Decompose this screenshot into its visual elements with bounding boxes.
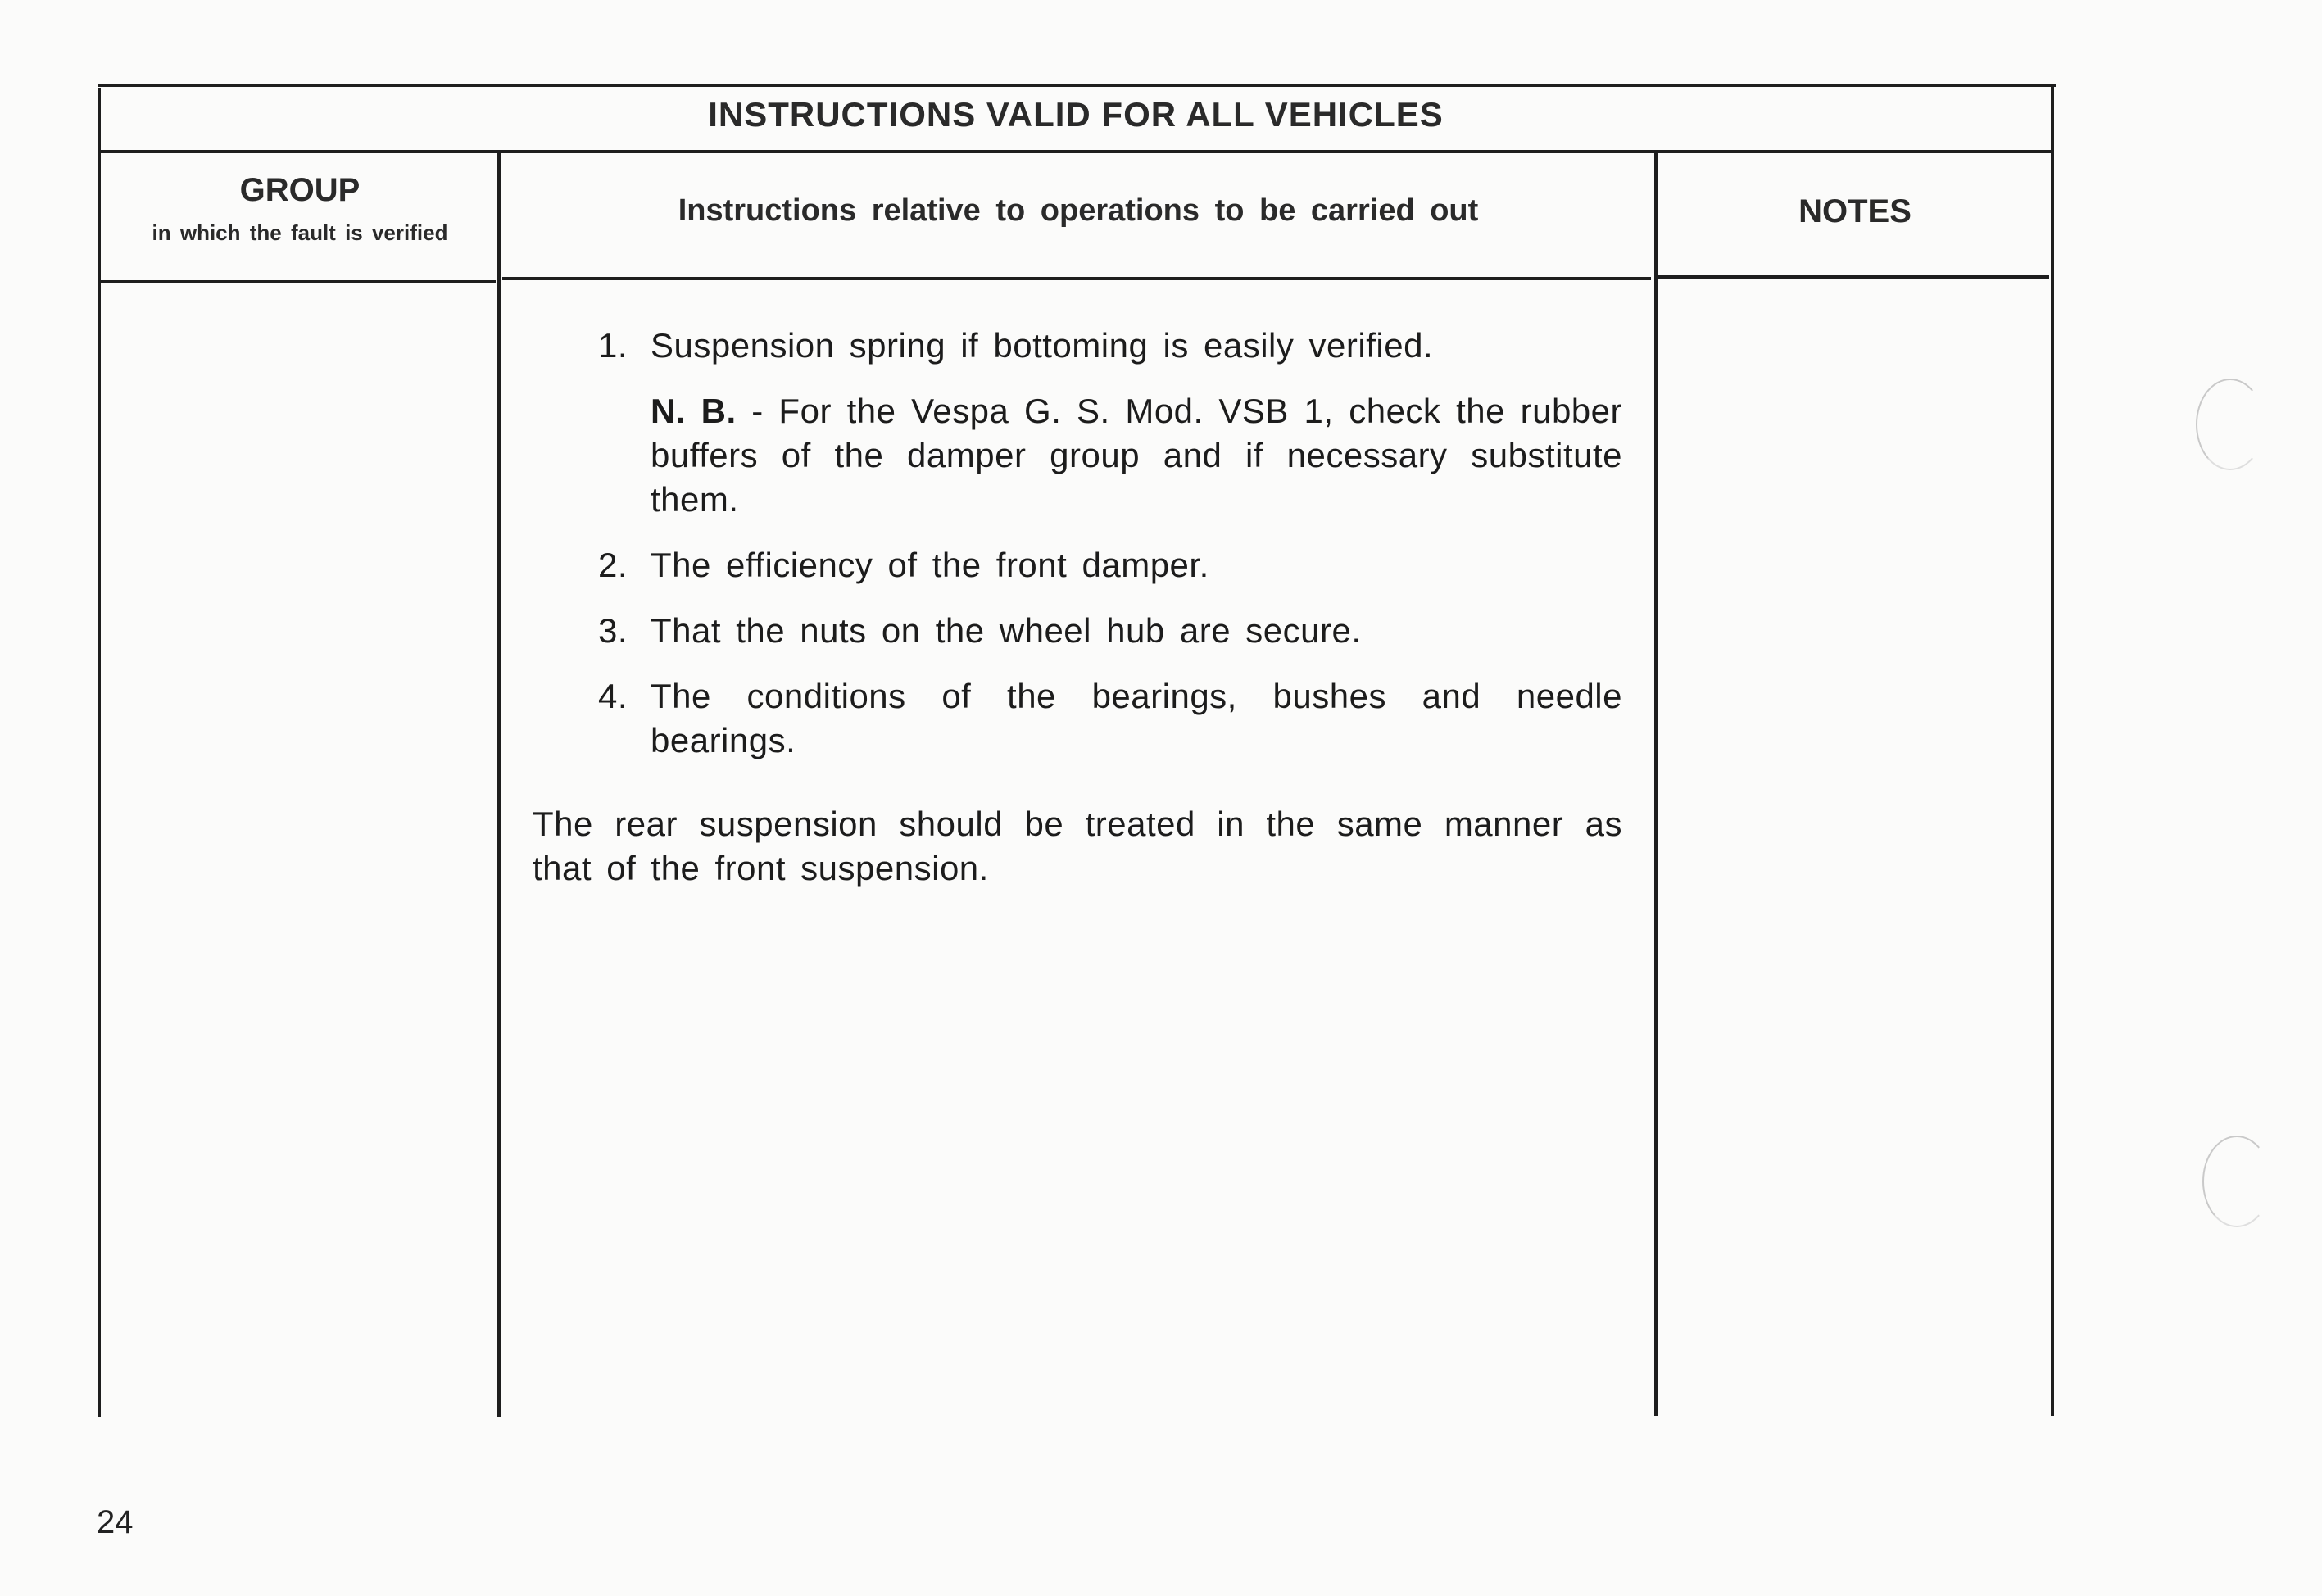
item-number: 1. <box>598 326 628 365</box>
punch-hole-mark <box>2202 1136 2271 1227</box>
notes-cell <box>1658 282 2051 1416</box>
column-header-group <box>101 172 499 246</box>
instruction-item <box>533 543 1622 587</box>
item-text: The efficiency of the front damper. <box>651 546 1209 584</box>
group-header-label: GROUP <box>239 172 361 208</box>
nota-bene-label: N. B. <box>651 392 737 430</box>
table-right-border <box>2051 85 2054 1416</box>
table-title: INSTRUCTIONS VALID FOR ALL VEHICLES <box>708 95 1444 134</box>
group-header-bottom <box>101 280 496 283</box>
page-number: 24 <box>97 1504 134 1540</box>
punch-hole-mark <box>2196 379 2265 470</box>
item-number: 4. <box>598 677 628 715</box>
closing-paragraph: The rear suspension should be treated in the same manner as that of the front suspension. <box>533 805 1622 887</box>
instructions-cell <box>533 324 1622 891</box>
column-header-notes: NOTES <box>1798 193 1912 229</box>
nota-bene <box>533 389 1622 522</box>
group-cell <box>101 287 497 1417</box>
notes-header-bottom <box>1658 275 2049 279</box>
instructions-header-bottom <box>502 277 1651 280</box>
instruction-item <box>533 609 1622 653</box>
item-number: 3. <box>598 611 628 650</box>
item-text: Suspension spring if bottoming is easily verified. <box>651 326 1434 365</box>
group-header-sublabel: in which the fault is verified <box>152 220 448 245</box>
table-top-border <box>98 84 2056 87</box>
item-number: 2. <box>598 546 628 584</box>
column-header-instructions: Instructions relative to operations to be carried out <box>678 193 1479 228</box>
instruction-item <box>533 674 1622 763</box>
item-text: The conditions of the bearings, bushes and needle bearings. <box>651 677 1622 759</box>
column-divider-group <box>497 152 501 1417</box>
title-row-divider <box>101 150 2051 153</box>
item-text: That the nuts on the wheel hub are secure. <box>651 611 1362 650</box>
instruction-item <box>533 324 1622 368</box>
nota-bene-text: - For the Vespa G. S. Mod. VSB 1, check the rubber buffers of the damper group and if necessary substitute them. <box>651 392 1623 519</box>
